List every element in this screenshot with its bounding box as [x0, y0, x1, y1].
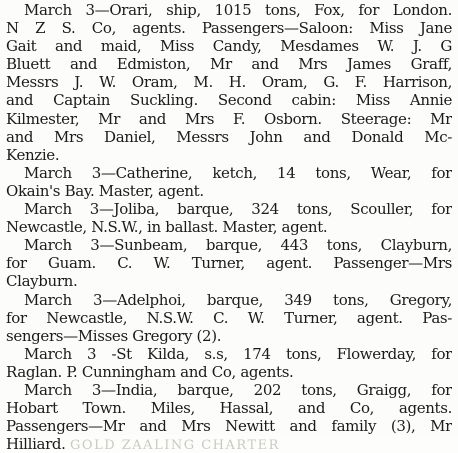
text-line: Kilmester, Mr and Mrs F. Osborn. Steerage: Mr	[6, 109, 452, 128]
text-line: and Captain Suckling. Second cabin: Miss Annie	[6, 91, 452, 110]
text-line: March 3—Sunbeam, barque, 443 tons, Clayburn,	[24, 236, 452, 255]
text-line: March 3—Joliba, barque, 324 tons, Scouller, for	[24, 200, 452, 219]
text-line: sengers—Misses Gregory (2).	[6, 326, 222, 345]
text-line: Okain's Bay. Master, agent.	[6, 181, 204, 200]
text-line: Passengers—Mr and Mrs Newitt and family (3), Mr	[6, 417, 452, 436]
text-line: Hobart Town. Miles, Hassal, and Co, agents.	[6, 399, 452, 418]
text-line: March 3 -St Kilda, s.s, 174 tons, Flowerday, for	[24, 344, 452, 363]
text-line: for Guam. C. W. Turner, agent. Passenger—Mrs	[6, 254, 452, 273]
text-line: Bluett and Edmiston, Mr and Mrs James Graff,	[6, 55, 452, 74]
text-line: March 3—Catherine, ketch, 14 tons, Wear, for	[24, 163, 452, 182]
text-line: March 3—India, barque, 202 tons, Graigg, for	[24, 380, 452, 399]
text-line: Raglan. P. Cunningham and Co, agents.	[6, 362, 294, 381]
text-line	[6, 435, 452, 453]
text-line: Newcastle, N.S.W., in ballast. Master, agent.	[6, 218, 328, 237]
text-line: Kenzie.	[6, 145, 60, 164]
text-line-fragment: Hilliard.	[6, 435, 66, 453]
text-line: Messrs J. W. Oram, M. H. Oram, G. F. Harrison,	[6, 73, 452, 92]
bleed-through-text: GOLD ZAALING CHARTER	[70, 438, 280, 453]
text-line: N Z S. Co, agents. Passengers—Saloon: Miss Jane	[6, 19, 452, 38]
text-line: and Mrs Daniel, Messrs John and Donald Mc-	[6, 127, 452, 146]
text-line: March 3—Adelphoi, barque, 349 tons, Gregory,	[24, 290, 452, 309]
text-line: March 3—Orari, ship, 1015 tons, Fox, for London.	[24, 1, 452, 19]
text-line: Gait and maid, Miss Candy, Mesdames W. J. G	[6, 37, 452, 56]
text-line: for Newcastle, N.S.W. C. W. Turner, agent. Pas-	[6, 308, 452, 327]
text-line: Clayburn.	[6, 272, 78, 291]
